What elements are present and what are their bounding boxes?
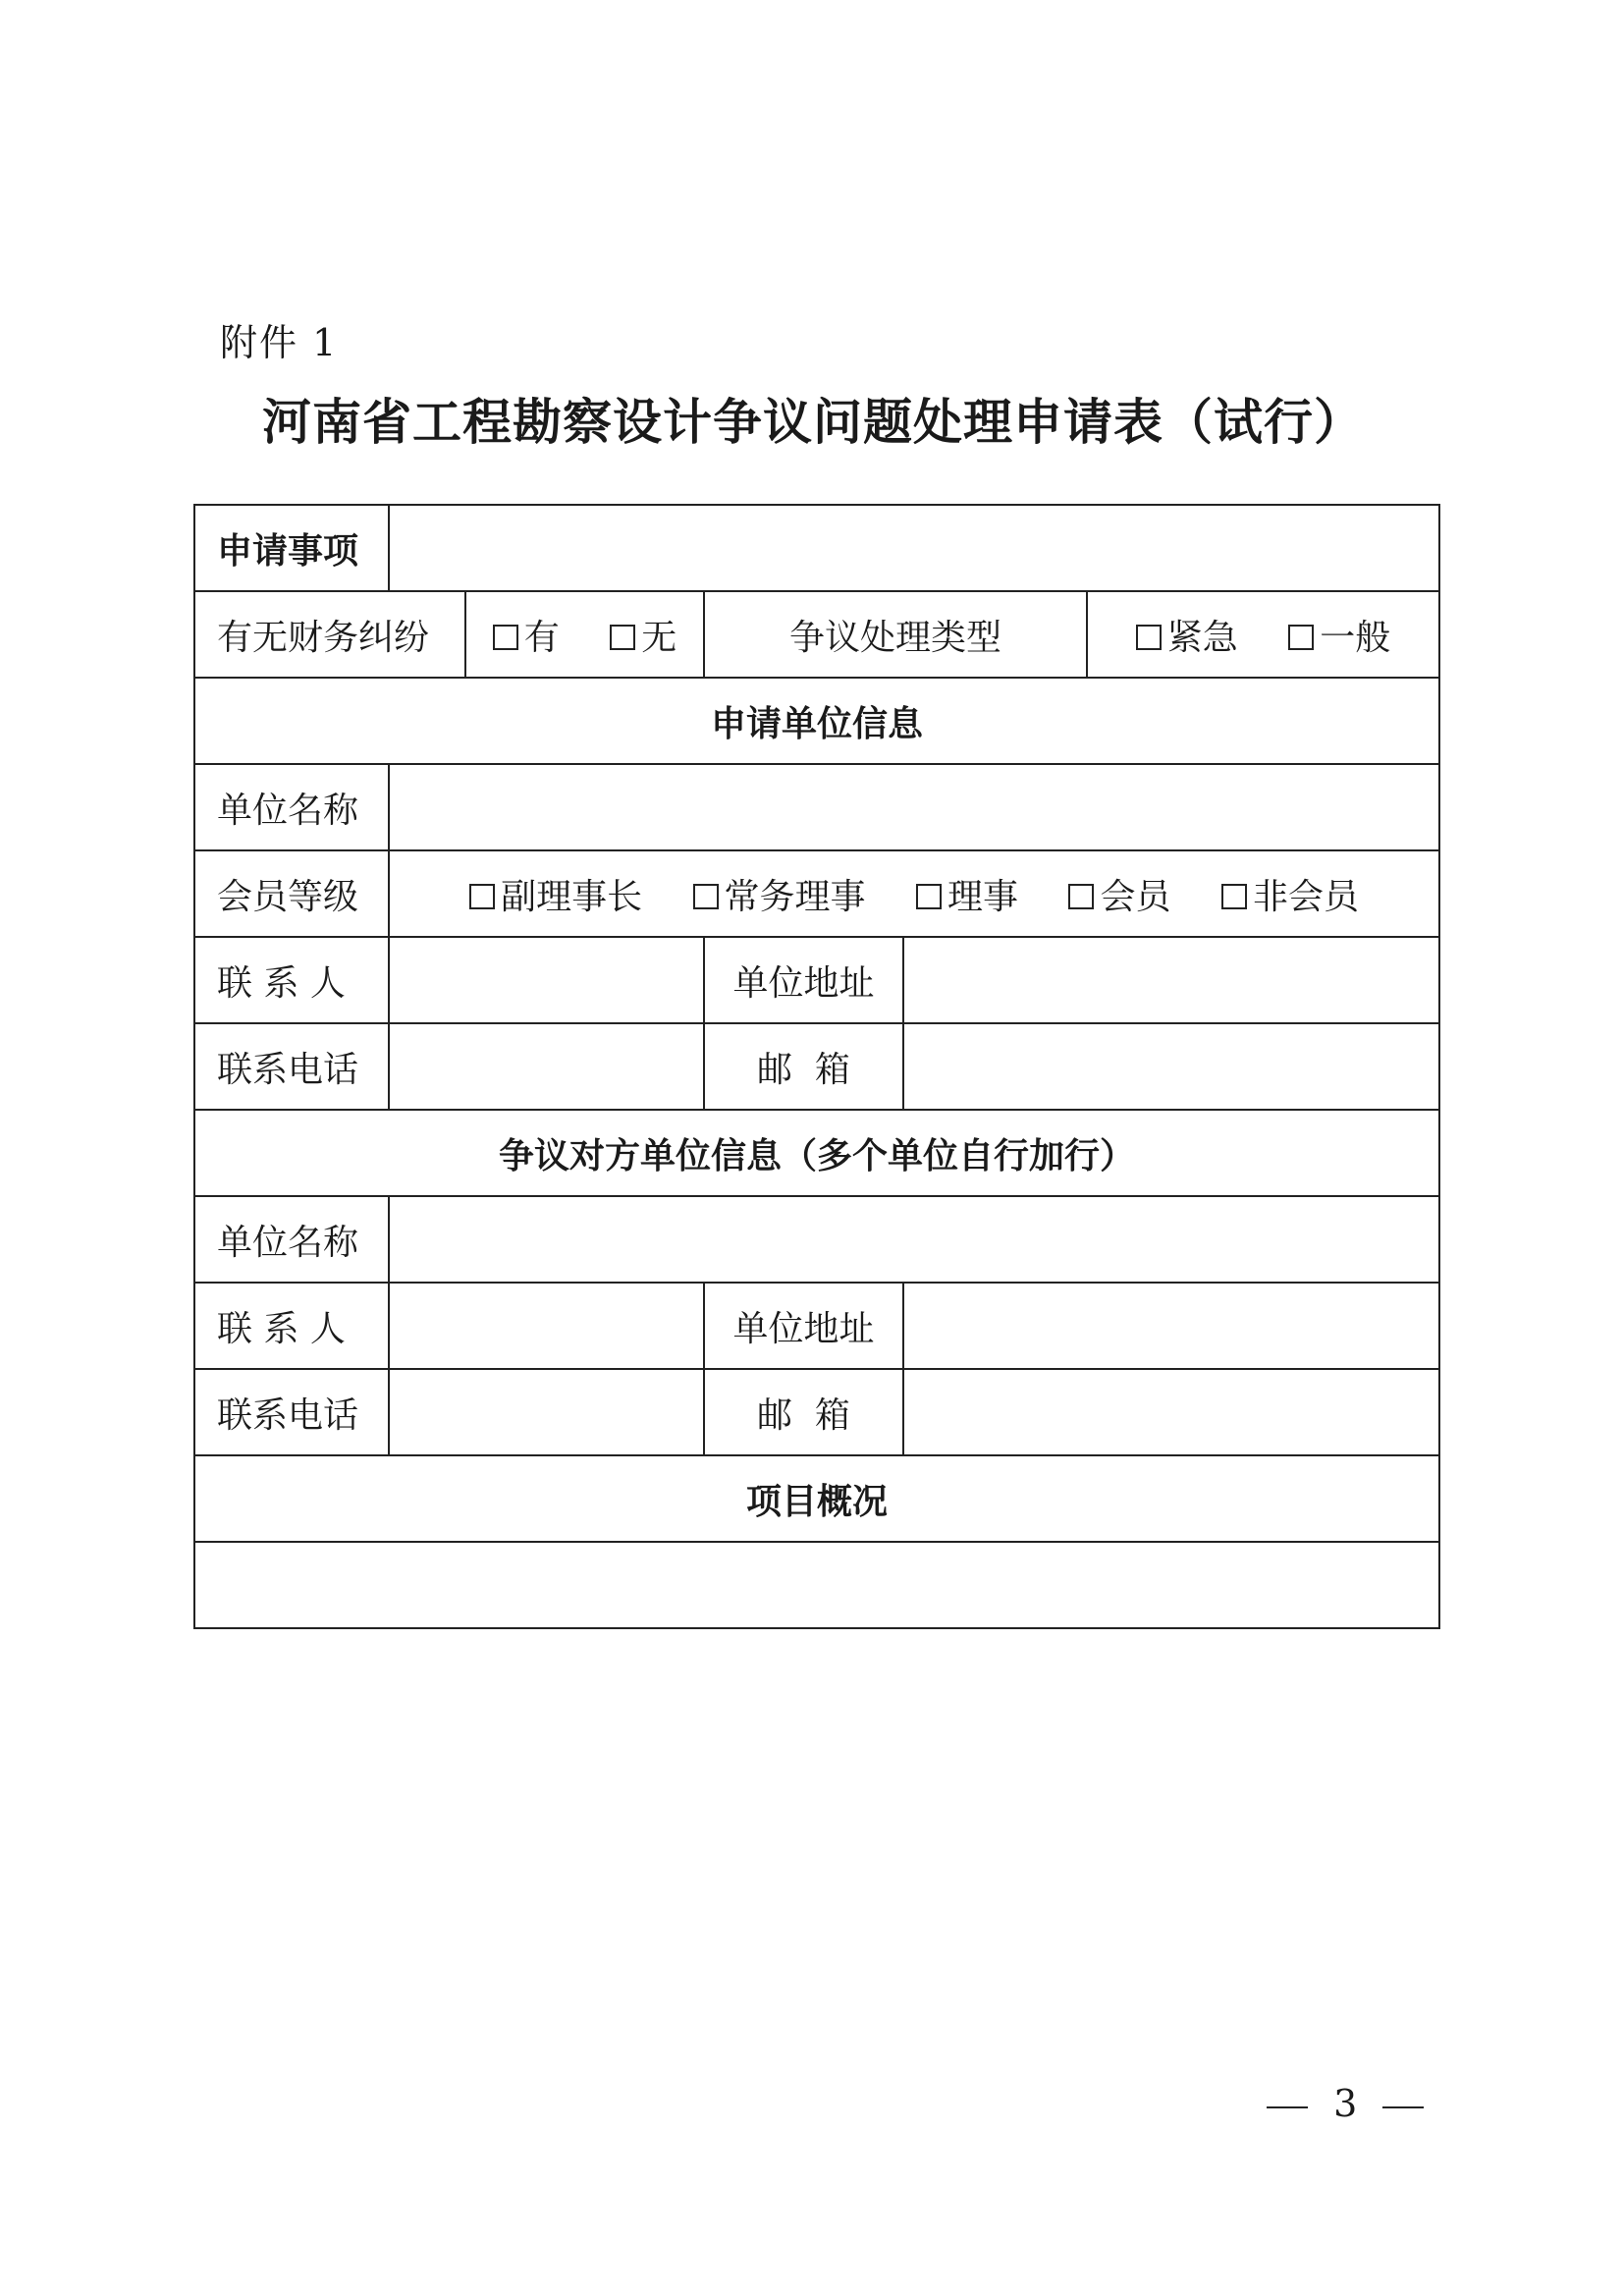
- financial-dispute-label: 有无财务纠纷: [194, 591, 465, 678]
- member-level-label: 会员等级: [194, 850, 389, 937]
- applicant-phone-field[interactable]: [389, 1023, 704, 1110]
- option-director[interactable]: 理事: [916, 869, 1018, 919]
- row-opponent-phone: [194, 1369, 1439, 1455]
- email-label: 邮 箱: [704, 1023, 903, 1110]
- page-number: 3: [1267, 2082, 1424, 2125]
- option-member[interactable]: 会员: [1068, 869, 1170, 919]
- row-project-header: [194, 1455, 1439, 1542]
- contact-label: 联 系 人: [194, 937, 389, 1023]
- application-form: [193, 504, 1440, 1629]
- application-item-field[interactable]: [389, 505, 1439, 591]
- page-title: 河南省工程勘察设计争议问题处理申请表（试行）: [262, 393, 1364, 451]
- row-applicant-name: [194, 764, 1439, 850]
- contact-label: 联 系 人: [194, 1283, 389, 1369]
- applicant-email-field[interactable]: [903, 1023, 1439, 1110]
- row-opponent-header: [194, 1110, 1439, 1196]
- row-opponent-contact: [194, 1283, 1439, 1369]
- option-executive-director[interactable]: 常务理事: [693, 869, 866, 919]
- option-no[interactable]: 无: [610, 610, 676, 660]
- checkbox-icon[interactable]: [610, 625, 635, 650]
- checkbox-icon[interactable]: [469, 884, 495, 909]
- option-non-member[interactable]: 非会员: [1221, 869, 1359, 919]
- row-application-item: [194, 505, 1439, 591]
- option-yes[interactable]: 有: [493, 610, 560, 660]
- checkbox-icon[interactable]: [916, 884, 942, 909]
- opponent-email-field[interactable]: [903, 1369, 1439, 1455]
- applicant-section-title: 申请单位信息: [194, 678, 1439, 764]
- dash-left: [1267, 2106, 1308, 2108]
- row-member-level: [194, 850, 1439, 937]
- financial-dispute-options: [465, 591, 704, 678]
- project-section-title: 项目概况: [194, 1455, 1439, 1542]
- checkbox-icon[interactable]: [1288, 625, 1314, 650]
- opponent-section-title: 争议对方单位信息（多个单位自行加行）: [194, 1110, 1439, 1196]
- checkbox-icon[interactable]: [693, 884, 719, 909]
- dispute-type-options: [1087, 591, 1439, 678]
- row-applicant-contact: [194, 937, 1439, 1023]
- option-urgent[interactable]: 紧急: [1136, 610, 1238, 660]
- option-general[interactable]: 一般: [1288, 610, 1390, 660]
- dispute-type-label: 争议处理类型: [704, 591, 1087, 678]
- email-label: 邮 箱: [704, 1369, 903, 1455]
- applicant-contact-field[interactable]: [389, 937, 704, 1023]
- opponent-contact-field[interactable]: [389, 1283, 704, 1369]
- member-level-options: [389, 850, 1439, 937]
- opponent-address-field[interactable]: [903, 1283, 1439, 1369]
- phone-label: 联系电话: [194, 1369, 389, 1455]
- address-label: 单位地址: [704, 937, 903, 1023]
- applicant-address-field[interactable]: [903, 937, 1439, 1023]
- option-vice-president[interactable]: 副理事长: [469, 869, 642, 919]
- row-applicant-header: [194, 678, 1439, 764]
- checkbox-icon[interactable]: [493, 625, 518, 650]
- opponent-phone-field[interactable]: [389, 1369, 704, 1455]
- unit-name-label: 单位名称: [194, 1196, 389, 1283]
- row-project-body: [194, 1542, 1439, 1628]
- project-overview-field[interactable]: [194, 1542, 1439, 1628]
- attachment-label: 附件 1: [220, 321, 339, 364]
- phone-label: 联系电话: [194, 1023, 389, 1110]
- application-item-label: 申请事项: [194, 505, 389, 591]
- applicant-unit-name-field[interactable]: [389, 764, 1439, 850]
- dash-right: [1382, 2106, 1424, 2108]
- address-label: 单位地址: [704, 1283, 903, 1369]
- checkbox-icon[interactable]: [1068, 884, 1094, 909]
- unit-name-label: 单位名称: [194, 764, 389, 850]
- row-applicant-phone: [194, 1023, 1439, 1110]
- row-opponent-name: [194, 1196, 1439, 1283]
- checkbox-icon[interactable]: [1136, 625, 1162, 650]
- checkbox-icon[interactable]: [1221, 884, 1247, 909]
- opponent-unit-name-field[interactable]: [389, 1196, 1439, 1283]
- row-financial-dispute: [194, 591, 1439, 678]
